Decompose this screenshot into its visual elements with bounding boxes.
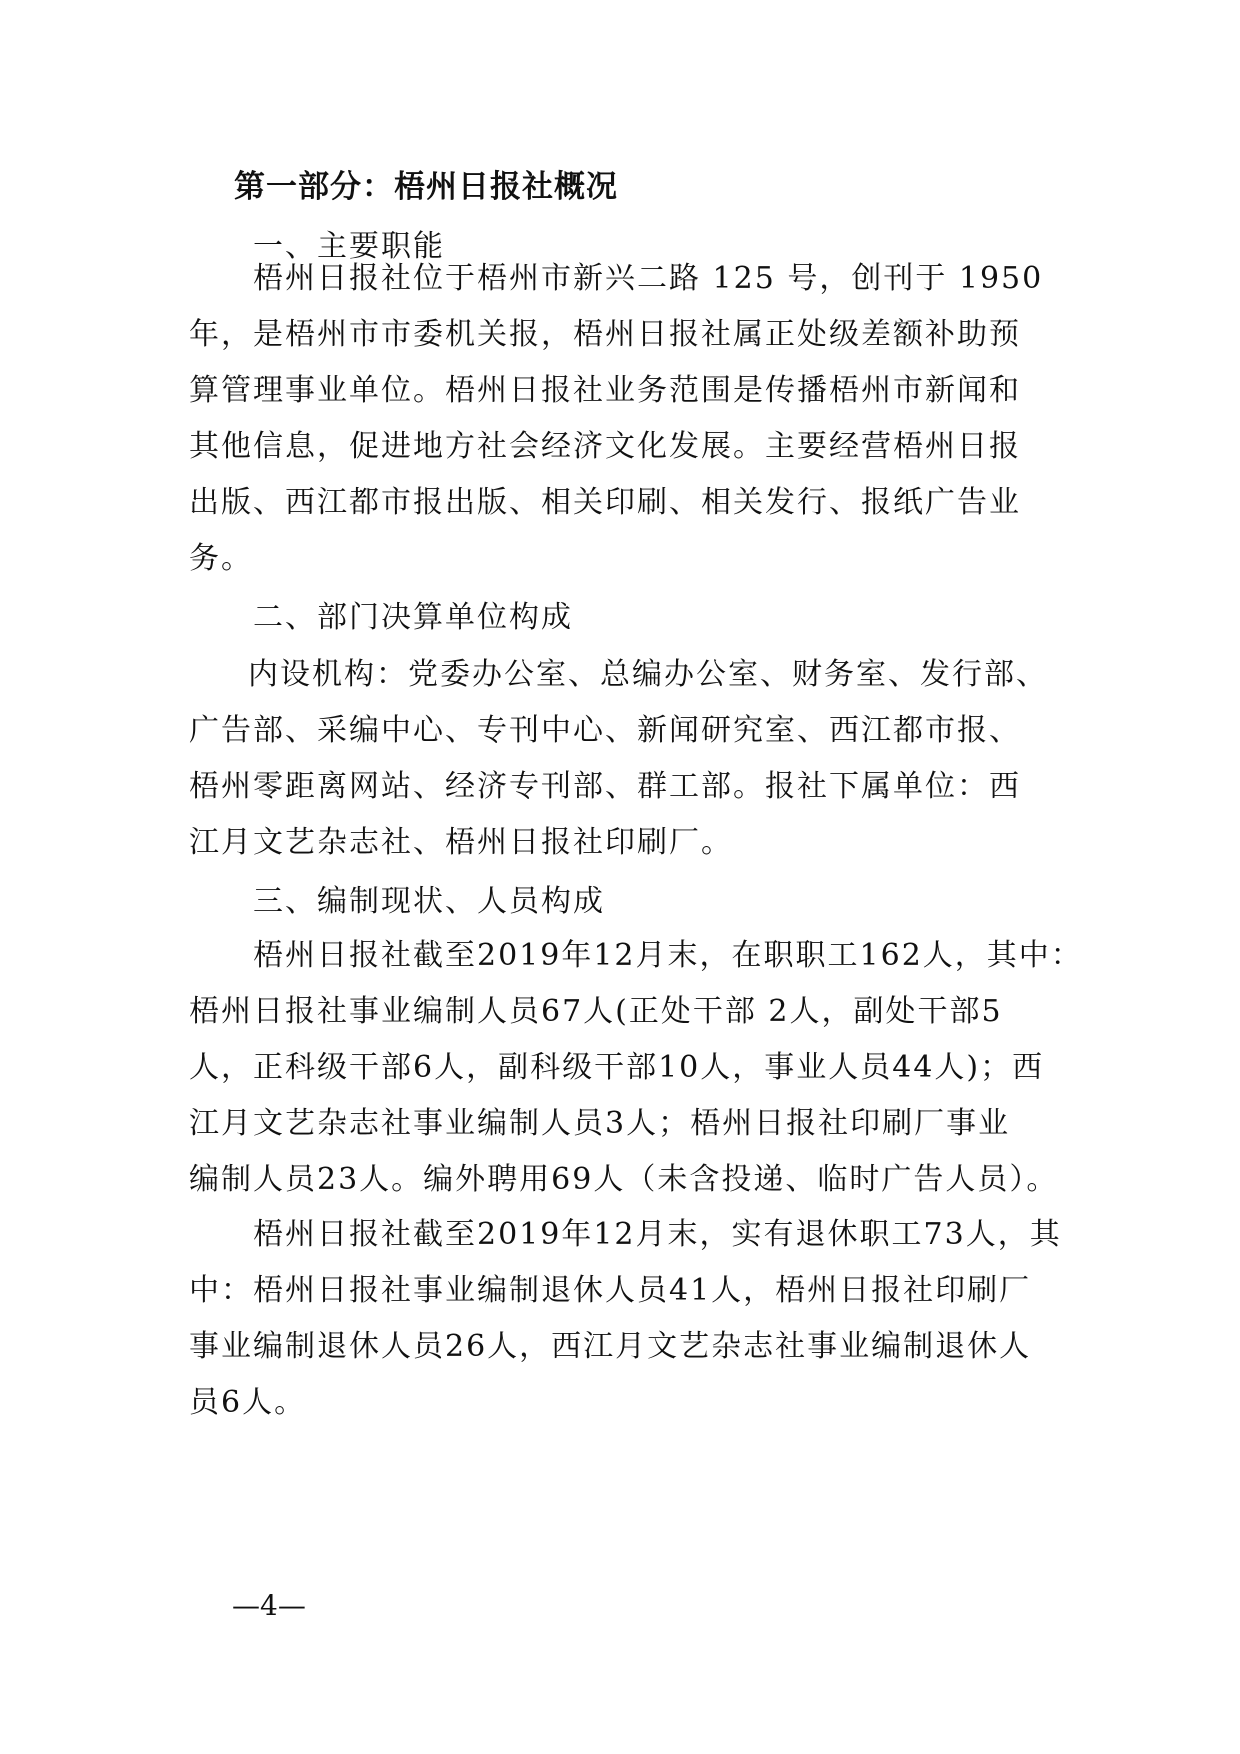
text-line: 梧州日报社截至2019年12月末，实有退休职工73人，其	[253, 1217, 1062, 1252]
text-line: 其他信息，促进地方社会经济文化发展。主要经营梧州日报	[189, 429, 1021, 464]
text-line: 出版、西江都市报出版、相关印刷、相关发行、报纸广告业	[189, 485, 1021, 520]
text-line: 梧州日报社位于梧州市新兴二路 125 号，创刊于 1950	[253, 261, 1044, 296]
text-line: 员6人。	[189, 1385, 307, 1420]
section-heading-main-functions: 一、主要职能	[253, 229, 445, 264]
text-line: 内设机构：党委办公室、总编办公室、财务室、发行部、	[248, 657, 1048, 692]
text-line: 江月文艺杂志社事业编制人员3人；梧州日报社印刷厂事业	[189, 1106, 1011, 1141]
text-line: 梧州零距离网站、经济专刊部、群工部。报社下属单位：西	[189, 769, 1021, 804]
text-line: 编制人员23人。编外聘用69人（未含投递、临时广告人员）。	[189, 1162, 1059, 1197]
text-line: 年，是梧州市市委机关报，梧州日报社属正处级差额补助预	[189, 317, 1021, 352]
text-line: 梧州日报社截至2019年12月末，在职职工162人，其中：	[253, 938, 1083, 973]
section-heading-staffing: 三、编制现状、人员构成	[253, 884, 605, 919]
page-number: —4—	[232, 1589, 306, 1622]
text-line: 江月文艺杂志社、梧州日报社印刷厂。	[189, 825, 733, 860]
section-heading-units: 二、部门决算单位构成	[253, 600, 573, 635]
text-line: 梧州日报社事业编制人员67人(正处干部 2人，副处干部5	[189, 994, 1003, 1029]
part-title: 第一部分：梧州日报社概况	[234, 169, 618, 205]
text-line: 算管理事业单位。梧州日报社业务范围是传播梧州市新闻和	[189, 373, 1021, 408]
text-line: 广告部、采编中心、专刊中心、新闻研究室、西江都市报、	[189, 713, 1021, 748]
text-line: 中：梧州日报社事业编制退休人员41人，梧州日报社印刷厂	[189, 1273, 1032, 1308]
text-line: 人，正科级干部6人，副科级干部10人，事业人员44人)；西	[189, 1050, 1045, 1085]
text-line: 务。	[189, 541, 253, 576]
text-line: 事业编制退休人员26人，西江月文艺杂志社事业编制退休人	[189, 1329, 1032, 1364]
